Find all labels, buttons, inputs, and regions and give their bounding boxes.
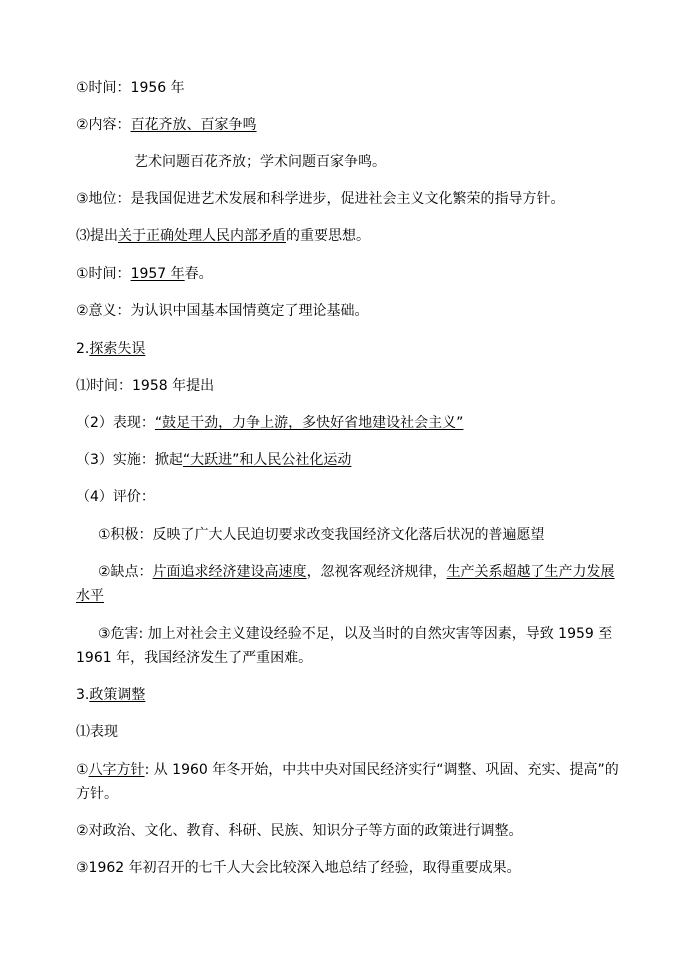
section-heading-adjustment <box>76 685 618 705</box>
text: ① <box>76 762 89 778</box>
underlined-text: 水平 <box>76 588 104 604</box>
line-implementation <box>76 450 618 470</box>
text: ①积极：反映了广大人民迫切要求改变我国经济文化落后状况的普遍愿望 <box>98 527 545 543</box>
line-policy-adjust <box>76 821 618 841</box>
text: ②缺点： <box>98 564 153 580</box>
underlined-text: 生产关系超越了生产力发展 <box>446 564 615 580</box>
line-seven-thousand-conference <box>76 858 618 878</box>
line-positive <box>98 525 618 545</box>
line-evaluation <box>76 487 618 507</box>
line-manifestation <box>76 413 618 433</box>
text: ③1962 年初召开的七千人大会比较深入地总结了经验，取得重要成果。 <box>76 860 521 876</box>
line-time-1958 <box>76 376 618 396</box>
underlined-text: “鼓足干劲，力争上游，多快好省地建设社会主义” <box>154 415 464 431</box>
text: ③地位：是我国促进艺术发展和科学进步，促进社会主义文化繁荣的指导方针。 <box>76 191 565 207</box>
text: 1961 年，我国经济发生了严重困难。 <box>76 650 313 666</box>
line-time-1957 <box>76 264 618 284</box>
line-shortcoming-cont <box>76 586 618 606</box>
line-shortcoming <box>98 562 618 582</box>
section-heading-mistakes <box>76 339 618 359</box>
underlined-text: 政策调整 <box>89 687 146 703</box>
text: ②对政治、文化、教育、科研、民族、知识分子等方面的政策进行调整。 <box>76 823 523 839</box>
underlined-text: 百花齐放、百家争鸣 <box>130 117 257 133</box>
text: 的重要思想。 <box>286 228 370 244</box>
line-content-detail <box>134 152 618 172</box>
underlined-text: 1957 年 <box>130 266 185 282</box>
line-eight-char-policy-cont <box>76 784 618 804</box>
line-contradiction-thought <box>76 226 618 246</box>
text: 3. <box>76 687 90 703</box>
text: （2）表现： <box>76 415 155 431</box>
text: ②内容： <box>76 117 131 133</box>
underlined-text: 探索失误 <box>89 341 146 357</box>
line-time-1956 <box>76 78 618 98</box>
text: ，忽视客观经济规律， <box>306 564 447 580</box>
underlined-text: “大跃进”和人民公社化运动 <box>182 452 352 468</box>
line-manifestation-2 <box>76 722 618 742</box>
underlined-text: 八字方针 <box>88 762 145 778</box>
text: 2. <box>76 341 90 357</box>
text: ①时间：1956 年 <box>76 80 185 96</box>
text: : 从 1960 年冬开始，中共中央对国民经济实行“调整、巩固、充实、提高”的 <box>144 762 619 778</box>
text: ③危害: 加上对社会主义建设经验不足，以及当时的自然灾害等因素，导致 1959 至 <box>98 626 613 642</box>
underlined-text: 关于正确处理人民内部矛盾 <box>118 228 286 244</box>
text: （4）评价： <box>76 489 155 505</box>
line-status <box>76 189 618 209</box>
text: ⑴时间：1958 年提出 <box>76 378 215 394</box>
line-significance <box>76 301 618 321</box>
text: ①时间： <box>76 266 131 282</box>
line-harm <box>98 624 618 644</box>
text: 春。 <box>184 266 213 282</box>
line-harm-cont <box>76 648 618 668</box>
text: （3）实施：掀起 <box>76 452 183 468</box>
line-eight-char-policy <box>76 760 618 780</box>
text: 方针。 <box>76 786 118 802</box>
text: ⑴表现 <box>76 724 118 740</box>
text: ⑶提出 <box>76 228 118 244</box>
text: ②意义：为认识中国基本国情奠定了理论基础。 <box>76 303 369 319</box>
text: 艺术问题百花齐放；学术问题百家争鸣。 <box>134 154 386 170</box>
line-content <box>76 115 618 135</box>
underlined-text: 片面追求经济建设高速度 <box>152 564 307 580</box>
